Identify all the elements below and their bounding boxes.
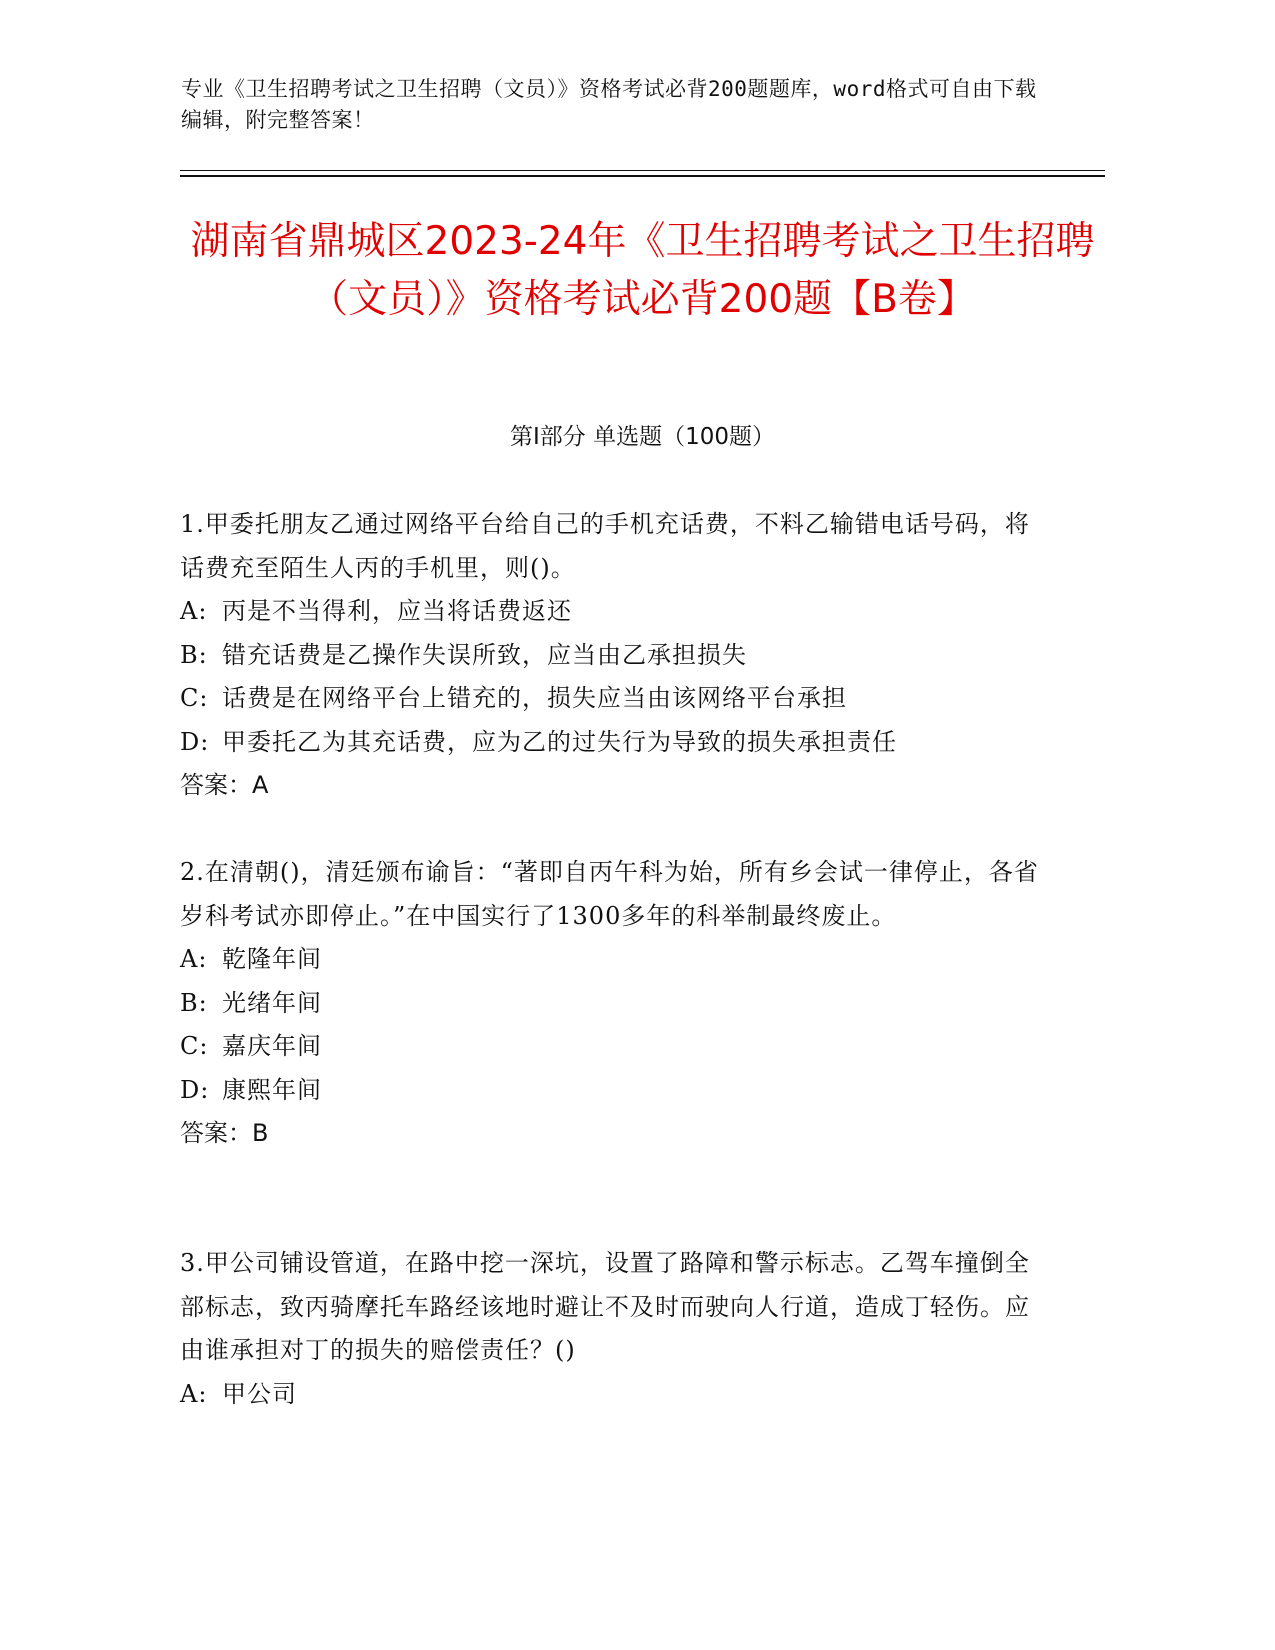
answer-label: 答案： xyxy=(180,1119,252,1147)
option-d xyxy=(180,1069,1040,1113)
question-3 xyxy=(180,1242,1040,1416)
header-note: 专业《卫生招聘考试之卫生招聘（文员）》资格考试必背200题题库，word格式可自由下载编辑，附完整答案！ xyxy=(181,77,1037,132)
option-a xyxy=(180,938,1040,982)
option-text: 乾隆年间 xyxy=(222,945,322,973)
option-b xyxy=(180,634,1040,678)
answer-value: A xyxy=(252,771,269,799)
question-1 xyxy=(180,503,1040,808)
option-text: 甲公司 xyxy=(222,1379,297,1408)
section-heading: 第I部分 单选题（100题） xyxy=(510,424,775,450)
option-letter: B: xyxy=(180,988,208,1017)
option-text: 丙是不当得利，应当将话费返还 xyxy=(222,597,572,625)
answer-label: 答案： xyxy=(180,771,252,799)
question-stem: 3.甲公司铺设管道，在路中挖一深坑，设置了路障和警示标志。乙驾车撞倒全部标志，致丙骑摩托车路经该地时避让不及时而驶向人行道，造成丁轻伤。应由谁承担对丁的损失的赔偿责任？() xyxy=(180,1249,1030,1364)
option-letter: C: xyxy=(180,684,209,712)
answer-line xyxy=(180,764,1040,808)
option-letter: B: xyxy=(180,640,208,669)
option-letter: A: xyxy=(180,945,208,973)
option-c xyxy=(180,677,1040,721)
option-d xyxy=(180,721,1040,765)
option-a xyxy=(180,1373,1040,1417)
option-text: 错充话费是乙操作失误所致，应当由乙承担损失 xyxy=(222,640,747,669)
option-letter: D: xyxy=(180,727,210,756)
option-text: 甲委托乙为其充话费，应为乙的过失行为导致的损失承担责任 xyxy=(222,727,897,756)
option-text: 光绪年间 xyxy=(222,988,322,1017)
header-divider-thick xyxy=(180,175,1105,177)
option-text: 嘉庆年间 xyxy=(222,1032,322,1060)
option-text: 话费是在网络平台上错充的，损失应当由该网络平台承担 xyxy=(222,684,847,712)
document-title: 湖南省鼎城区2023-24年《卫生招聘考试之卫生招聘（文员）》资格考试必背200题【B卷】 xyxy=(190,219,1095,322)
option-c xyxy=(180,1025,1040,1069)
answer-line xyxy=(180,1112,1040,1156)
option-letter: A: xyxy=(180,1379,208,1408)
question-stem: 1.甲委托朋友乙通过网络平台给自己的手机充话费，不料乙输错电话号码，将话费充至陌生人丙的手机里，则()。 xyxy=(180,510,1030,582)
option-text: 康熙年间 xyxy=(222,1075,322,1104)
option-letter: C: xyxy=(180,1032,209,1060)
header-divider-thin xyxy=(180,170,1105,171)
option-letter: D: xyxy=(180,1075,210,1104)
option-letter: A: xyxy=(180,597,208,625)
option-b xyxy=(180,982,1040,1026)
option-a xyxy=(180,590,1040,634)
question-2 xyxy=(180,851,1040,1156)
answer-value: B xyxy=(252,1119,269,1147)
question-stem: 2.在清朝()，清廷颁布谕旨：“著即自丙午科为始，所有乡会试一律停止，各省岁科考试亦即停止。”在中国实行了1300多年的科举制最终废止。 xyxy=(180,858,1039,930)
